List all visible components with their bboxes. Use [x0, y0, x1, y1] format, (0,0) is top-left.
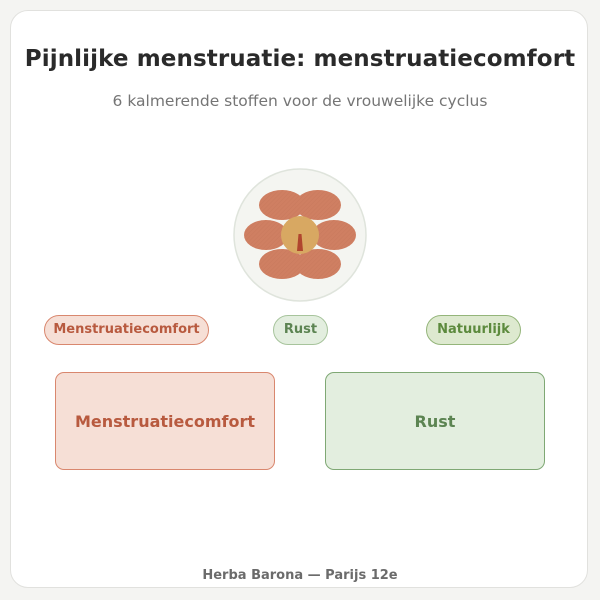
- box-menstruatiecomfort: [55, 372, 275, 470]
- tag-natuurlijk: Natuurlijk: [426, 315, 521, 345]
- flower-icon: [233, 168, 367, 302]
- page-subtitle: 6 kalmerende stoffen voor de vrouwelijke cyclus: [112, 92, 488, 110]
- box-rust: [325, 372, 545, 470]
- box-label: Menstruatiecomfort: [74, 411, 256, 431]
- tag-rust: Rust: [273, 315, 328, 345]
- page-title: Pijnlijke menstruatie: menstruatiecomfort: [24, 46, 576, 72]
- footer-credit: Herba Barona — Parijs 12e: [202, 568, 398, 583]
- tag-menstruatiecomfort: Menstruatiecomfort: [44, 315, 209, 345]
- box-label: Rust: [414, 411, 456, 431]
